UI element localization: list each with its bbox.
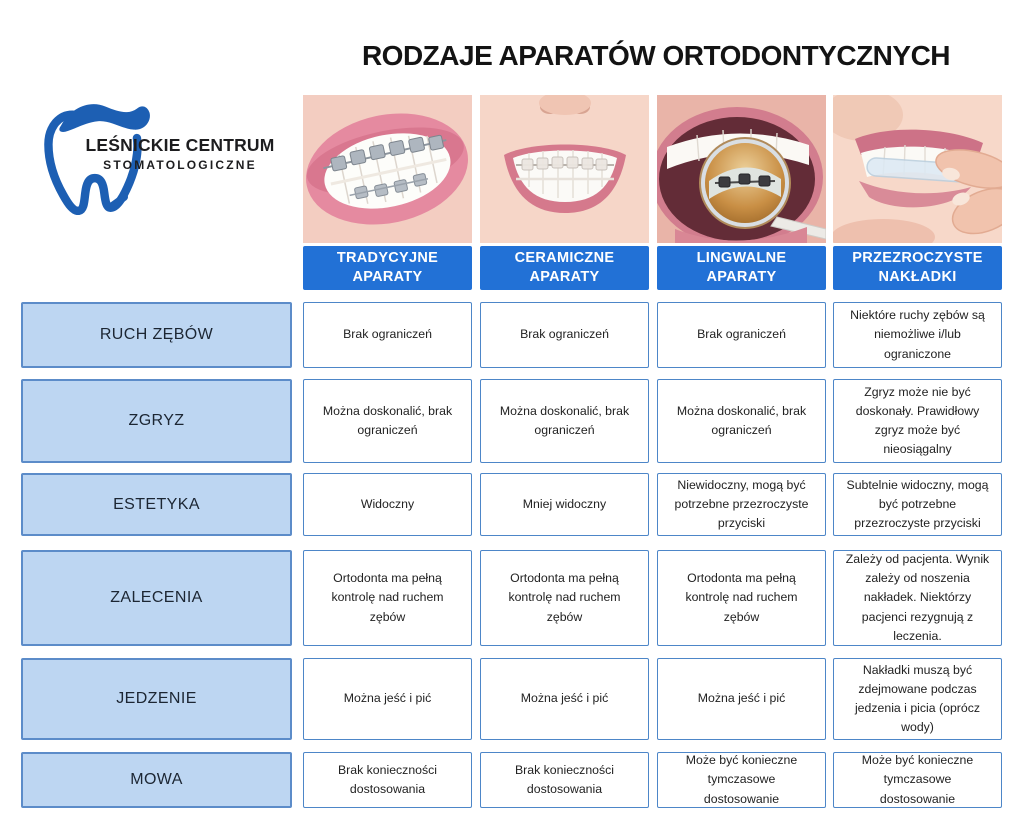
cell-estetyka-traditional: Widoczny — [303, 473, 472, 536]
photo-lingual-braces-mirror — [657, 95, 826, 243]
row-label-zalecenia: ZALECENIA — [21, 550, 292, 646]
cell-mowa-lingual: Może być konieczne tymczasowe dostosowanie — [657, 752, 826, 808]
row-label-mowa: MOWA — [21, 752, 292, 808]
cell-ruch-aligners: Niektóre ruchy zębów są niemożliwe i/lub ograniczone — [833, 302, 1002, 368]
cell-zalecenia-traditional: Ortodonta ma pełną kontrolę nad ruchem zębów — [303, 550, 472, 646]
column-header-lingual — [657, 246, 826, 290]
column-header-aligners — [833, 246, 1002, 290]
cell-mowa-ceramic: Brak konieczności dostosowania — [480, 752, 649, 808]
cell-zgryz-traditional: Można doskonalić, brak ograniczeń — [303, 379, 472, 463]
column-header-line1: CERAMICZNE — [514, 250, 615, 267]
photo-traditional-braces — [303, 95, 472, 243]
cell-zgryz-ceramic: Można doskonalić, brak ograniczeń — [480, 379, 649, 463]
cell-estetyka-aligners: Subtelnie widoczny, mogą być potrzebne przezroczyste przyciski — [833, 473, 1002, 536]
row-label-zgryz: ZGRYZ — [21, 379, 292, 463]
cell-mowa-aligners: Może być konieczne tymczasowe dostosowanie — [833, 752, 1002, 808]
photo-clear-aligner — [833, 95, 1002, 243]
cell-zalecenia-aligners: Zależy od pacjenta. Wynik zależy od noszenia nakładek. Niektórzy pacjenci rezygnują z leczenia. — [833, 550, 1002, 646]
cell-mowa-traditional: Brak konieczności dostosowania — [303, 752, 472, 808]
column-header-line1: LINGWALNE — [696, 250, 787, 267]
column-header-line2: APARATY — [706, 269, 777, 285]
cell-ruch-ceramic: Brak ograniczeń — [480, 302, 649, 368]
row-label-jedzenie: JEDZENIE — [21, 658, 292, 740]
cell-zalecenia-lingual: Ortodonta ma pełną kontrolę nad ruchem zębów — [657, 550, 826, 646]
cell-jedzenie-lingual: Można jeść i pić — [657, 658, 826, 740]
photo-ceramic-braces — [480, 95, 649, 243]
column-header-line2: NAKŁADKI — [878, 269, 957, 285]
row-label-ruch-zebow: RUCH ZĘBÓW — [21, 302, 292, 368]
column-header-line1: PRZEZROCZYSTE — [852, 250, 983, 267]
column-header-line2: APARATY — [529, 269, 600, 285]
cell-zgryz-aligners: Zgryz może nie być doskonały. Prawidłowy zgryz może być nieosiągalny — [833, 379, 1002, 463]
cell-estetyka-ceramic: Mniej widoczny — [480, 473, 649, 536]
column-header-ceramic — [480, 246, 649, 290]
clinic-name — [82, 135, 278, 172]
cell-ruch-traditional: Brak ograniczeń — [303, 302, 472, 368]
column-header-line1: TRADYCYJNE — [336, 250, 439, 267]
column-header-line2: APARATY — [352, 269, 423, 285]
cell-ruch-lingual: Brak ograniczeń — [657, 302, 826, 368]
row-label-estetyka: ESTETYKA — [21, 473, 292, 536]
cell-zalecenia-ceramic: Ortodonta ma pełną kontrolę nad ruchem zębów — [480, 550, 649, 646]
page-title: RODZAJE APARATÓW ORTODONTYCZNYCH — [361, 40, 951, 71]
cell-estetyka-lingual: Niewidoczny, mogą być potrzebne przezroczyste przyciski — [657, 473, 826, 536]
cell-jedzenie-traditional: Można jeść i pić — [303, 658, 472, 740]
cell-jedzenie-aligners: Nakładki muszą być zdejmowane podczas jedzenia i picia (oprócz wody) — [833, 658, 1002, 740]
clinic-name-line2: STOMATOLOGICZNE — [103, 158, 257, 172]
column-header-traditional — [303, 246, 472, 290]
clinic-name-line1: LEŚNICKIE CENTRUM — [85, 135, 275, 155]
clinic-logo — [30, 95, 280, 217]
cell-jedzenie-ceramic: Można jeść i pić — [480, 658, 649, 740]
cell-zgryz-lingual: Można doskonalić, brak ograniczeń — [657, 379, 826, 463]
